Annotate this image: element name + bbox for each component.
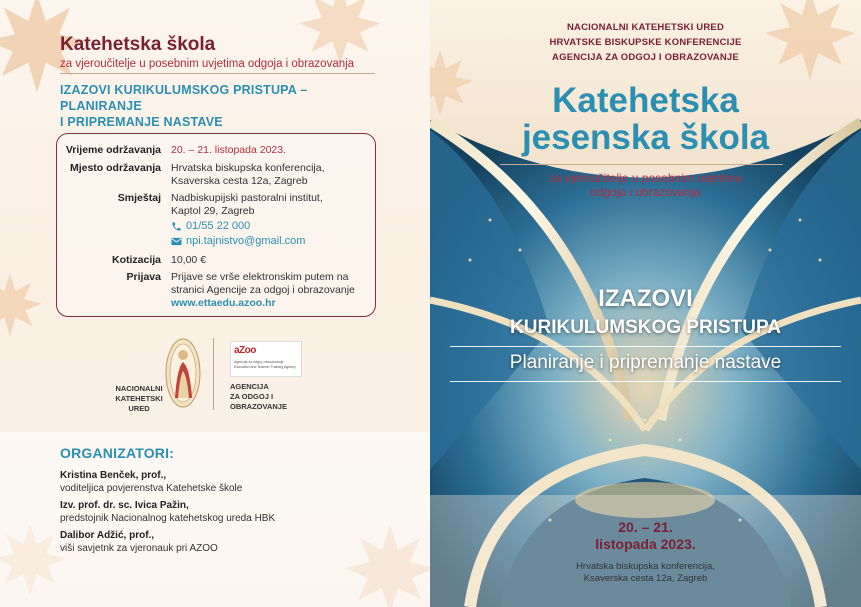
logo-divider xyxy=(213,338,214,410)
organizer-role: predstojnik Nacionalnog katehetskog ureda HBK xyxy=(60,513,276,524)
info-label: Mjesto održavanja xyxy=(69,162,161,174)
subtitle-line: za vjeroučitelje u posebnim uvjetima xyxy=(549,171,742,185)
info-value-line: Ksaverska cesta 12a, Zagreb xyxy=(171,175,308,187)
organizer-role: viši savjetnk za vjeronauk pri AZOO xyxy=(60,543,218,554)
email-icon xyxy=(171,237,182,246)
caption-line: AGENCIJA xyxy=(230,382,269,391)
info-value: 20. – 21. listopada 2023. xyxy=(171,144,287,156)
caption-line: NACIONALNI xyxy=(115,384,163,393)
theme-line: Planiranje i pripremanje nastave xyxy=(509,352,782,373)
phone-contact[interactable] xyxy=(171,220,250,232)
info-label: Kotizacija xyxy=(111,254,161,266)
divider xyxy=(60,73,375,74)
info-label: Prijava xyxy=(126,271,161,283)
event-date-line: 20. – 21. xyxy=(618,519,673,535)
organizer-header-line: HRVATSKE BISKUPSKE KONFERENCIJE xyxy=(549,37,742,48)
info-label: Smještaj xyxy=(117,192,161,204)
azoo-caption xyxy=(230,382,310,412)
main-subtitle xyxy=(430,171,861,199)
info-value xyxy=(171,162,371,188)
divider xyxy=(450,346,841,347)
info-value xyxy=(171,192,371,218)
organizer-name: Izv. prof. dr. sc. Ivica Pažin, xyxy=(60,500,189,511)
divider xyxy=(450,381,841,382)
info-value-line: Prijave se vrše elektronskim putem na xyxy=(171,271,349,283)
organizers-section xyxy=(0,432,430,607)
info-value-line: Hrvatska biskupska konferencija, xyxy=(171,162,325,174)
caption-line: URED xyxy=(128,404,150,413)
maple-leaf-icon xyxy=(0,270,45,340)
azoo-small-line: Agencija za odgoj i obrazovanje xyxy=(234,360,284,364)
main-title-line: jesenska škola xyxy=(521,118,770,157)
caption-line: KATEHETSKI xyxy=(115,394,163,403)
info-box xyxy=(56,133,376,317)
apply-link[interactable]: www.ettaedu.azoo.hr xyxy=(171,297,276,309)
azoo-mark: aZoo xyxy=(234,345,256,356)
info-value: 10,00 € xyxy=(171,254,207,266)
school-title: Katehetska škola xyxy=(60,34,216,55)
theme-line: I PRIPREMANJE NASTAVE xyxy=(60,115,223,129)
info-value-line: Nadbiskupijski pastoralni institut, xyxy=(171,192,323,204)
main-title-line: Katehetska xyxy=(552,81,739,120)
school-subtitle: za vjeroučitelje u posebnim uvjetima odgoja i obrazovanja xyxy=(60,58,355,70)
subtitle-line: odgoja i obrazovanja xyxy=(590,185,701,199)
organizer-name: Dalibor Adžić, prof., xyxy=(60,530,155,541)
azoo-small-text xyxy=(234,360,296,369)
caption-line: OBRAZOVANJE xyxy=(230,402,287,411)
event-venue-line: Ksaverska cesta 12a, Zagreb xyxy=(583,573,708,584)
info-value xyxy=(171,271,371,310)
info-value-line: Kaptol 29, Zagreb xyxy=(171,205,255,217)
event-date-line: listopada 2023. xyxy=(595,536,696,552)
theme-heading xyxy=(60,82,390,130)
phone-icon xyxy=(171,221,182,232)
caption-line: ZA ODGOJ I xyxy=(230,392,274,401)
phone-number: 01/55 22 000 xyxy=(186,220,251,232)
theme-line: IZAZOVI xyxy=(598,285,693,312)
email-contact[interactable] xyxy=(171,235,305,247)
event-venue-line: Hrvatska biskupska konferencija, xyxy=(576,561,715,572)
organizer-header-line: NACIONALNI KATEHETSKI URED xyxy=(566,22,725,33)
organizer-header-line: AGENCIJA ZA ODGOJ I OBRAZOVANJE xyxy=(552,52,739,63)
theme-line: KURIKULUMSKOG PRISTUPA xyxy=(510,317,781,338)
nku-caption xyxy=(104,384,174,414)
divider xyxy=(500,164,783,165)
organizer-name: Kristina Benček, prof., xyxy=(60,470,167,481)
azoo-small-line: Education and Teacher Training Agency xyxy=(234,364,296,369)
azoo-logo xyxy=(230,341,302,377)
theme-line: IZAZOVI KURIKULUMSKOG PRISTUPA – PLANIRANJE xyxy=(60,83,308,113)
organizers-title: ORGANIZATORI: xyxy=(60,445,175,461)
right-panel xyxy=(430,0,861,607)
left-panel xyxy=(0,0,430,607)
info-value-line: stranici Agencije za odgoj i obrazovanje xyxy=(171,284,355,296)
email-address: npi.tajnistvo@gmail.com xyxy=(186,235,306,247)
info-label: Vrijeme održavanja xyxy=(65,144,161,156)
organizer-role: voditeljica povjerenstva Katehetske škole xyxy=(60,483,243,494)
